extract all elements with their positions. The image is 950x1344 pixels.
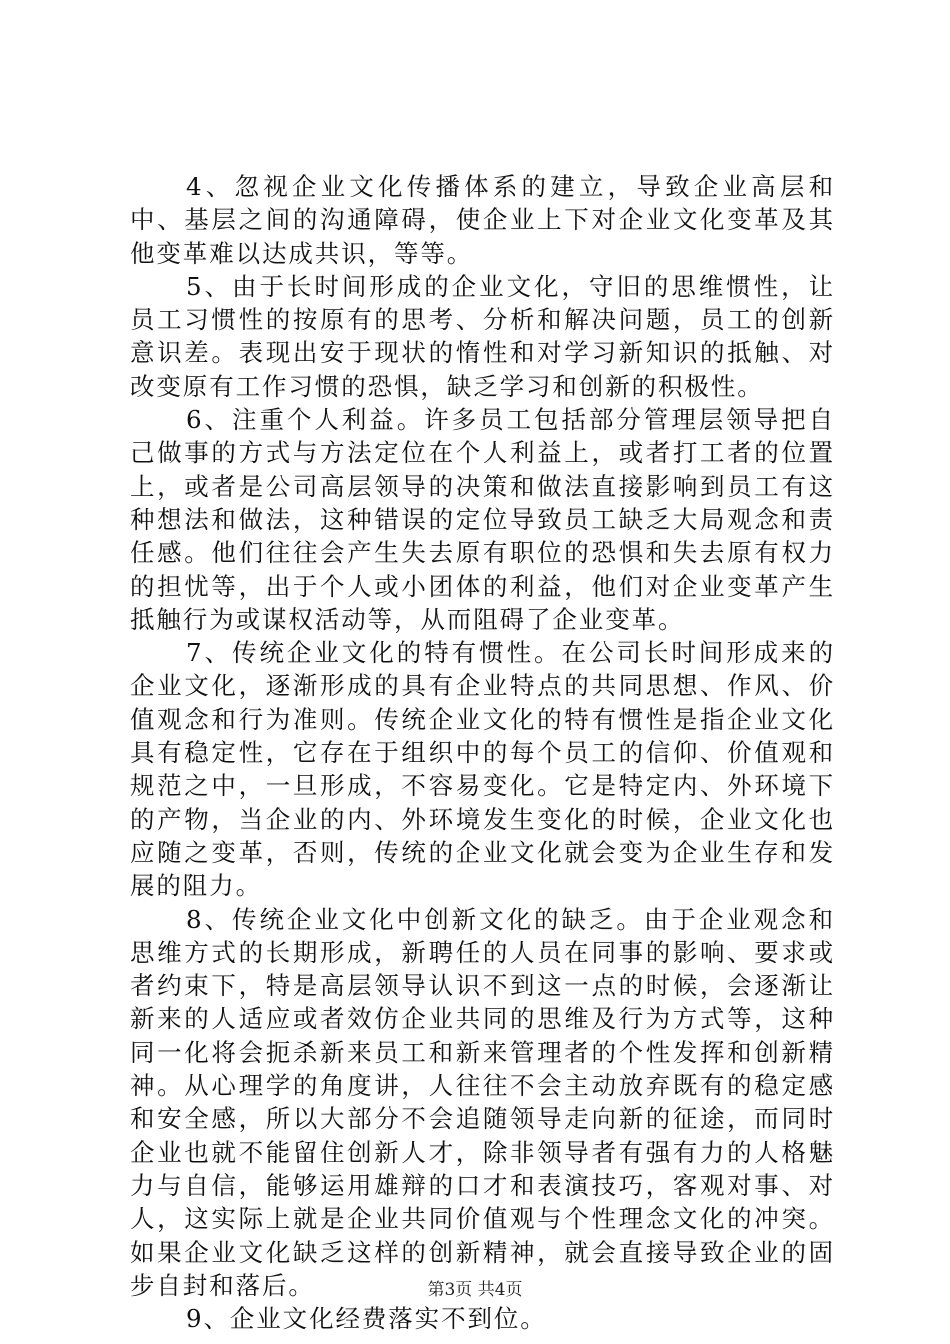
- paragraph-6: 6、注重个人利益。许多员工包括部分管理层领导把自己做事的方式与方法定位在个人利益上，或者打工者的位置上，或者是公司高层领导的决策和做法直接影响到员工有这种想法和做法，这种错误的定位导致员工缺乏大局观念和责任感。他们往往会产生失去原有职位的恐惧和失去原有权力的担忧等，出于个人或小团体的利益，他们对企业变革产生抵触行为或谋权活动等，从而阻碍了企业变革。: [130, 405, 835, 634]
- paragraph-8: 8、传统企业文化中创新文化的缺乏。由于企业观念和思维方式的长期形成，新聘任的人员在同事的影响、要求或者约束下，特是高层领导认识不到这一点的时候，会逐渐让新来的人适应或者效仿企业共同的思维及行为方式等，这种同一化将会扼杀新来员工和新来管理者的个性发挥和创新精神。从心理学的角度讲，人往往不会主动放弃既有的稳定感和安全感，所以大部分不会追随领导走向新的征途，而同时企业也就不能留住创新人才，除非领导者有强有力的人格魅力与自信，能够运用雄辩的口才和表演技巧，客观对事、对人，这实际上就是企业共同价值观与个性理念文化的冲突。如果企业文化缺乏这样的创新精神，就会直接导致企业的固步自封和落后。: [130, 904, 835, 1300]
- document-body: [130, 170, 835, 1335]
- paragraph-5: 5、由于长时间形成的企业文化，守旧的思维惯性，让员工习惯性的按原有的思考、分析和解决问题，员工的创新意识差。表现出安于现状的惰性和对学习新知识的抵触、对改变原有工作习惯的恐惧，缺乏学习和创新的积极性。: [130, 271, 835, 401]
- page-footer: 第3页 共4页: [427, 1280, 523, 1300]
- paragraph-7: 7、传统企业文化的特有惯性。在公司长时间形成来的企业文化，逐渐形成的具有企业特点的共同思想、作风、价值观念和行为准则。传统企业文化的特有惯性是指企业文化具有稳定性，它存在于组织中的每个员工的信仰、价值观和规范之中，一旦形成，不容易变化。它是特定内、外环境下的产物，当企业的内、外环境发生变化的时候，企业文化也应随之变革，否则，传统的企业文化就会变为企业生存和发展的阻力。: [130, 638, 835, 901]
- paragraph-9: 9、企业文化经费落实不到位。: [186, 1304, 547, 1334]
- paragraph-4: 4、忽视企业文化传播体系的建立，导致企业高层和中、基层之间的沟通障碍，使企业上下对企业文化变革及其他变革难以达成共识，等等。: [130, 172, 835, 268]
